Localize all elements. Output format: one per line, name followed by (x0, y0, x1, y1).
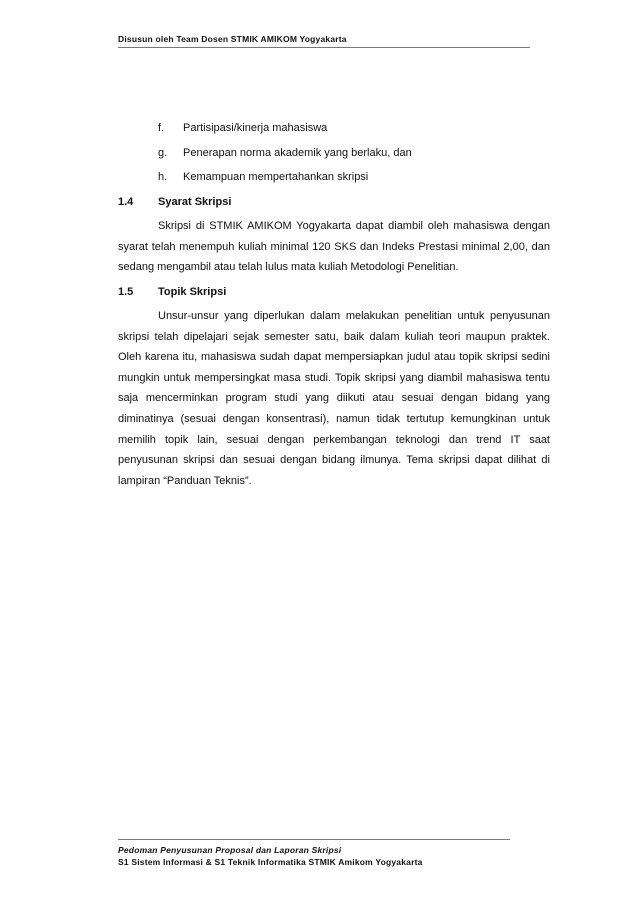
header-divider (118, 47, 530, 48)
footer-line-2: S1 Sistem Informasi & S1 Teknik Informatika STMIK Amikom Yogyakarta (118, 857, 423, 867)
list-item-letter: f. (158, 122, 165, 134)
footer-divider (118, 839, 510, 840)
section-number: 1.4 (118, 196, 134, 208)
footer-line-1: Pedoman Penyusunan Proposal dan Laporan Skripsi (118, 845, 342, 855)
page-footer (118, 844, 423, 868)
list-item-letter: g. (158, 147, 168, 159)
section-title: Syarat Skripsi (158, 196, 232, 208)
section-title: Topik Skripsi (158, 286, 227, 298)
list-item-text: Penerapan norma akademik yang berlaku, dan (183, 147, 412, 159)
section-number: 1.5 (118, 286, 134, 298)
list-item-text: Kemampuan mempertahankan skripsi (183, 171, 369, 183)
list-item-text: Partisipasi/kinerja mahasiswa (183, 122, 328, 134)
section-paragraph-1-4: Skripsi di STMIK AMIKOM Yogyakarta dapat diambil oleh mahasiswa dengan syarat telah menempuh kuliah minimal 120 SKS dan Indeks Prestasi minimal 2,00, dan sedang mengambil atau telah lulus mata kuliah Metodologi Penelitian. (118, 220, 550, 274)
list-item-letter: h. (158, 171, 168, 183)
section-paragraph-1-5: Unsur-unsur yang diperlukan dalam melakukan penelitian untuk penyusunan skripsi telah dipelajari sejak semester satu, baik dalam kuliah teori maupun praktek. Oleh karena itu, mahasiswa sudah dapat mempersiapkan judul atau topik skripsi sedini mungkin untuk mempersingkat masa studi. Topik skripsi yang diambil mahasiswa tentu saja mencerminkan program studi yang diikuti atau sesuai dengan bidang yang diminatinya (sesuai dengan konsentrasi), namun tidak tertutup kemungkinan untuk memilih topik lain, sesuai dengan perkembangan teknologi dan trend IT saat penyusunan skripsi dan sesuai dengan bidang ilmunya. Tema skripsi dapat dilihat di lampiran “Panduan Teknis”. (118, 310, 550, 487)
page-header: Disusun oleh Team Dosen STMIK AMIKOM Yogyakarta (118, 34, 347, 44)
